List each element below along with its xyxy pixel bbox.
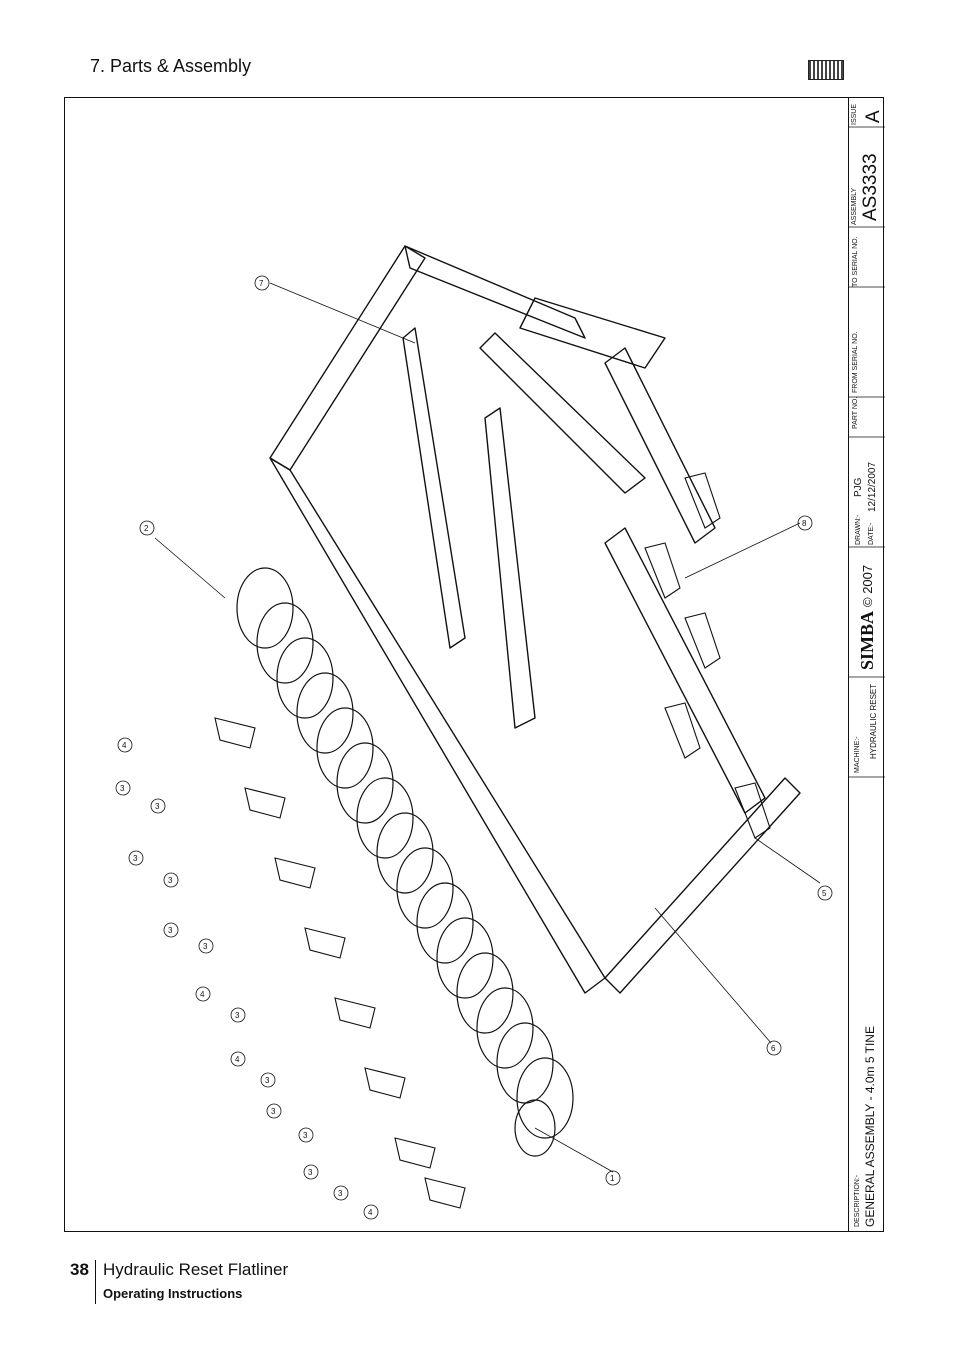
- assembly-drawing: [65, 98, 847, 1230]
- frame-top-beam: [270, 246, 425, 470]
- callout-label: 4: [368, 1208, 373, 1217]
- part-no-label: PART NO.: [852, 396, 859, 429]
- frame-inner-beam-3: [403, 328, 465, 648]
- section-title: 7. Parts & Assembly: [90, 56, 252, 76]
- callout-label: 3: [303, 1131, 308, 1140]
- footer-divider: [95, 1260, 96, 1304]
- page-number: 38: [70, 1260, 89, 1279]
- callout-label: 3: [155, 802, 160, 811]
- callout-label: 3: [235, 1011, 240, 1020]
- to-serial-label: TO SERIAL NO.: [852, 236, 859, 287]
- main-diagonal-beam: [270, 458, 605, 993]
- callout-label: 1: [610, 1174, 615, 1183]
- callout-label: 2: [144, 524, 149, 533]
- callout-label: 4: [200, 990, 205, 999]
- date-value: 12/12/2007: [867, 461, 878, 512]
- brand-name: SIMBA: [857, 610, 877, 670]
- footer-subtitle: Operating Instructions: [103, 1286, 243, 1301]
- assembly-label: ASSEMBLY: [851, 187, 858, 225]
- assembly-value: AS3333: [860, 153, 881, 221]
- machine-value: HYDRAULIC RESET: [869, 683, 878, 759]
- hitch: [520, 298, 665, 368]
- callout-label: 3: [271, 1107, 276, 1116]
- rear-beam: [605, 348, 715, 543]
- footer-title: Hydraulic Reset Flatliner: [103, 1260, 289, 1279]
- brand-logo: [808, 60, 844, 80]
- description-label: DESCRIPTION:-: [854, 1174, 861, 1227]
- callout-label: 5: [822, 889, 827, 898]
- frame-left-beam: [405, 246, 585, 338]
- callout-label: 4: [122, 741, 127, 750]
- callout-label: 6: [771, 1044, 776, 1053]
- drawn-value: PJG: [853, 477, 864, 497]
- toolbar-beam: [605, 528, 765, 813]
- description-value: GENERAL ASSEMBLY - 4.0m 5 TINE: [863, 1026, 877, 1227]
- date-label: DATE:-: [868, 522, 875, 545]
- frame-inner-beam-2: [485, 408, 535, 728]
- issue-label: ISSUE: [851, 103, 858, 125]
- callout-label: 7: [259, 279, 264, 288]
- callout-label: 3: [265, 1076, 270, 1085]
- front-beam: [605, 778, 800, 993]
- frame-inner-beam-1: [480, 333, 645, 493]
- copyright: © 2007: [860, 564, 875, 607]
- machine-label: MACHINE:-: [854, 736, 861, 773]
- from-serial-label: FROM SERIAL NO.: [852, 331, 859, 393]
- drawn-label: DRAWN:-: [855, 514, 862, 545]
- title-block: [848, 97, 884, 1232]
- callout-label: 3: [133, 854, 138, 863]
- callout-label: 3: [338, 1189, 343, 1198]
- callout-label: 8: [802, 519, 807, 528]
- callout-label: 3: [308, 1168, 313, 1177]
- callout-label: 3: [120, 784, 125, 793]
- tines: [215, 718, 465, 1208]
- callout-label: 3: [168, 926, 173, 935]
- callout-label: 4: [235, 1055, 240, 1064]
- issue-value: A: [863, 110, 884, 123]
- callout-label: 3: [203, 942, 208, 951]
- callout-label: 3: [168, 876, 173, 885]
